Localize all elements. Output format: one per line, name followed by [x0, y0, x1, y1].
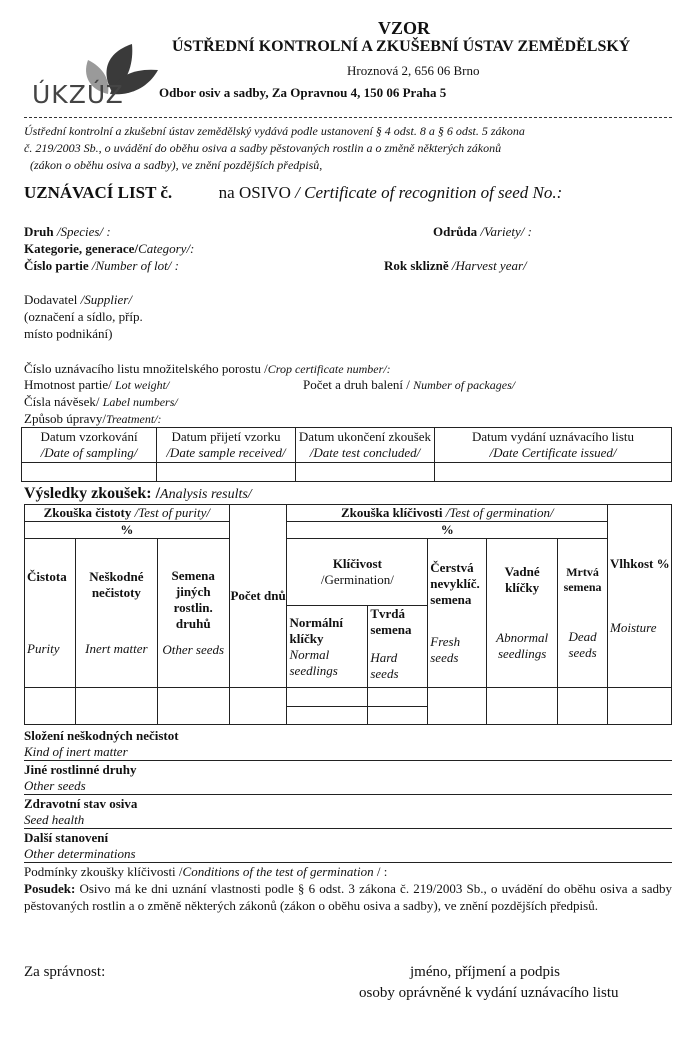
za-spravnost: Za správnost: — [24, 964, 106, 980]
field-uprava: Způsob úpravy/Treatment/: — [24, 411, 162, 426]
department: Odbor osiv a sadby, Za Opravnou 4, 150 06 Praha 5 — [159, 85, 447, 100]
moisture-header: Vlhkost % Moisture — [608, 505, 672, 688]
date-concluded-header: Datum ukončení zkoušek /Date test concluded/ — [296, 428, 435, 463]
field-dodavatel-note-2: místo podnikání) — [24, 326, 113, 341]
date-concluded-value[interactable] — [296, 463, 435, 482]
intro-line-3: (zákon o oběhu osiva a sadby), ve znění pozdějších předpisů, — [30, 158, 323, 172]
logo-text: ÚKZÚZ — [32, 80, 124, 109]
field-cislo-partie: Číslo partie /Number of lot/ : — [24, 258, 179, 273]
inert-value[interactable] — [75, 688, 157, 725]
divider-1 — [24, 760, 672, 761]
dead-seeds-col: Mrtvá semena Dead seeds — [558, 539, 608, 688]
hard-seeds-value[interactable] — [368, 688, 428, 707]
field-odruda: Odrůda /Variety/ : — [433, 224, 532, 239]
germination-percent: % — [287, 522, 608, 539]
purity-percent: % — [25, 522, 230, 539]
inert-col: Neškodné nečistoty Inert matter — [75, 539, 157, 688]
purity-value[interactable] — [25, 688, 76, 725]
title-main: UZNÁVACÍ LIST č. — [24, 183, 173, 202]
intro-line-1: Ústřední kontrolní a zkušební ústav zemědělský vydává podle ustanovení § 4 odst. 8 a § 6 odst. 5 zákona — [24, 124, 525, 138]
institute-address: Hroznová 2, 656 06 Brno — [347, 63, 480, 78]
fresh-seeds-col: Čerstvá nevyklíč. semena Fresh seeds — [428, 539, 487, 688]
purity-test-header: Zkouška čistoty /Test of purity/ — [25, 505, 230, 522]
posudek: Posudek: Osivo má ke dni uznání vlastnosti podle § 6 odst. 3 zákona č. 219/2003 Sb., o uvádění do oběhu osiva a sadby pěstovaných rostlin a o změně některých zákonů (zákon o oběhu osiva a sadby), ve znění pozdějších předpisů. — [24, 881, 672, 913]
date-issued-value[interactable] — [435, 463, 672, 482]
field-dodavatel: Dodavatel /Supplier/ — [24, 292, 132, 307]
days-header: Počet dnů — [229, 505, 287, 688]
field-druh: Druh /Species/ : — [24, 224, 111, 239]
section-other-determinations-en: Other determinations — [24, 846, 136, 861]
section-other-species: Jiné rostlinné druhy — [24, 762, 137, 777]
field-dodavatel-note-1: (označení a sídlo, příp. — [24, 309, 143, 324]
field-navesky: Čísla návěsek/ Label numbers/ — [24, 394, 178, 409]
normal-seedlings-value-2[interactable] — [287, 707, 368, 725]
germination-conditions: Podmínky zkoušky klíčivosti /Conditions of the test of germination / : — [24, 864, 388, 879]
section-seed-health: Zdravotní stav osiva — [24, 796, 138, 811]
intro-line-2: č. 219/2003 Sb., o uvádění do oběhu osiva a sadby pěstovaných rostlin a o změně některých zákonů — [24, 141, 502, 155]
field-hmotnost: Hmotnost partie/ Lot weight/ — [24, 377, 170, 392]
abnormal-value[interactable] — [487, 688, 558, 725]
field-pocet-baleni: Počet a druh balení / Number of packages/ — [303, 377, 516, 392]
results-table — [24, 504, 672, 725]
section-seed-health-en: Seed health — [24, 812, 85, 827]
divider-2 — [24, 794, 672, 795]
date-sampling-header: Datum vzorkování /Date of sampling/ — [22, 428, 157, 463]
date-issued-header: Datum vydání uznávacího listu /Date Certificate issued/ — [435, 428, 672, 463]
germination-test-header: Zkouška klíčivosti /Test of germination/ — [287, 505, 608, 522]
field-kategorie: Kategorie, generace/Category/: — [24, 241, 195, 256]
date-received-value[interactable] — [157, 463, 296, 482]
other-seeds-col: Semena jiných rostlin. druhů Other seeds — [157, 539, 229, 688]
date-received-header: Datum přijetí vzorku /Date sample received/ — [157, 428, 296, 463]
hard-seeds-value-2[interactable] — [368, 707, 428, 725]
title-na-osivo: na OSIVO — [218, 183, 291, 202]
signature-label-1: jméno, příjmení a podpis — [410, 964, 560, 980]
normal-seedlings-col: Normální klíčky Normal seedlings — [287, 606, 368, 688]
dead-seeds-value[interactable] — [558, 688, 608, 725]
dates-table — [21, 427, 672, 482]
abnormal-col: Vadné klíčky Abnormal seedlings — [487, 539, 558, 688]
institute-name: ÚSTŘEDNÍ KONTROLNÍ A ZKUŠEBNÍ ÚSTAV ZEMĚDĚLSKÝ — [172, 38, 631, 55]
divider-4 — [24, 862, 672, 863]
vzor-label: VZOR — [378, 18, 431, 38]
results-heading: Výsledky zkoušek: /Analysis results/ — [24, 485, 252, 502]
hard-seeds-col: Tvrdá semena Hard seeds — [368, 606, 428, 688]
other-seeds-value[interactable] — [157, 688, 229, 725]
normal-seedlings-value[interactable] — [287, 688, 368, 707]
section-inert-composition-en: Kind of inert matter — [24, 744, 128, 759]
field-rok-sklizne: Rok sklizně /Harvest year/ — [384, 258, 527, 273]
field-crop-certificate: Číslo uznávacího listu množitelského porostu /Crop certificate number/: — [24, 361, 391, 376]
logo — [30, 40, 160, 112]
days-value[interactable] — [229, 688, 287, 725]
signature-label-2: osoby oprávněné k vydání uznávacího listu — [359, 985, 619, 1001]
section-other-species-en: Other seeds — [24, 778, 86, 793]
moisture-value[interactable] — [608, 688, 672, 725]
document-title — [24, 183, 562, 203]
title-en: / Certificate of recognition of seed No.: — [290, 183, 563, 202]
section-inert-composition: Složení neškodných nečistot — [24, 728, 179, 743]
fresh-seeds-value[interactable] — [428, 688, 487, 725]
divider-3 — [24, 828, 672, 829]
section-other-determinations: Další stanovení — [24, 830, 109, 845]
germination-col: Klíčivost /Germination/ — [287, 539, 428, 606]
date-sampling-value[interactable] — [22, 463, 157, 482]
purity-col: Čistota Purity — [25, 539, 76, 688]
header-divider — [24, 117, 672, 118]
